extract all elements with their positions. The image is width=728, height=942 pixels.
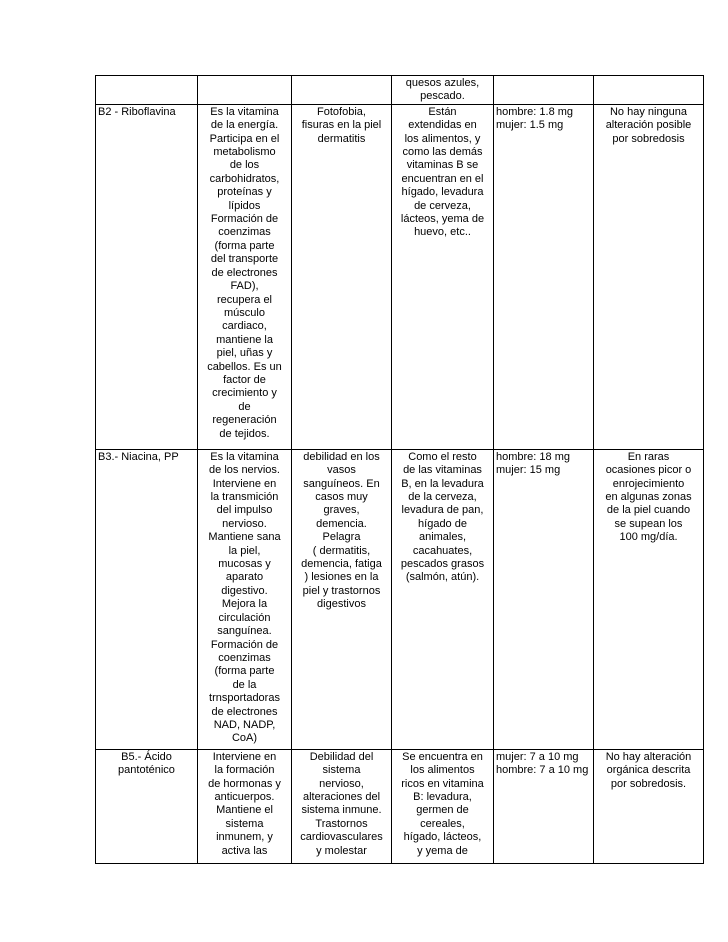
deficiency-cell [292,449,392,749]
cell-line: en algunas zonas [605,491,692,504]
cell-line: coenzimas [218,226,271,239]
cell-line: se supean los [614,517,683,530]
cell-line: hombre: 1.8 mg [496,105,574,118]
cell-line: alteraciones del [302,791,381,804]
cell-line: (forma parte [214,665,275,678]
cell-line: No hay alteración [605,750,692,763]
cell-line: trnsportadoras [209,692,280,705]
deficiency-cell [292,104,392,449]
cell-line: digestivo. [221,584,268,597]
cell-line: fisuras en la piel [301,119,382,132]
cell-line: y yema de [417,844,468,857]
cell-line: ( dermatitis, [312,544,371,557]
cell-line: y molestar [316,844,367,857]
excess-cell [594,76,704,105]
cell-line: de la cerveza, [408,491,477,504]
cell-line: cardiovasculares [300,831,383,844]
cell-line: casos muy [315,491,368,504]
cell-line: ) lesiones en la [304,571,379,584]
vitamin-name-cell [96,76,198,105]
cell-line: mujer: 15 mg [496,464,561,477]
cell-line: pescados grasos [400,558,485,571]
cell-line: alteración posible [605,119,692,132]
cell-line: de la [232,678,257,691]
cell-line: la formación [214,764,275,777]
cell-line: carbohidratos, [209,172,280,185]
cell-line: Formación de [210,638,279,651]
cell-line: digestivos [317,598,366,611]
deficiency-cell [292,749,392,863]
cell-line: sistema inmune. [301,804,382,817]
cell-line: por sobredosis. [610,777,687,790]
cell-line: hígado, levadura [401,186,484,199]
cell-line: lácteos, yema de [400,213,485,226]
cell-line: B, en la levadura [401,477,484,490]
table-row [96,76,704,105]
cell-line: extendidas en [408,119,477,132]
cell-line: hígado, lácteos, [403,831,482,844]
daily-dose-cell [494,449,594,749]
cell-line: dermatitis [317,132,366,145]
daily-dose-cell [494,104,594,449]
cell-line: mantiene la [216,333,273,346]
cell-line: vitaminas B se [406,159,479,172]
cell-line: animales, [418,531,467,544]
cell-line: ricos en vitamina [401,777,484,790]
cell-line: Mantiene el [216,804,273,817]
cell-line: vasos [327,464,356,477]
cell-line: circulación [218,611,271,624]
function-cell [198,76,292,105]
cell-line: Mejora la [221,598,268,611]
cell-line: de electrones [211,705,278,718]
cell-line: factor de [223,373,266,386]
cell-line: recupera el [216,293,273,306]
cell-line: como las demás [402,146,483,159]
cell-line: nervioso, [319,777,364,790]
cell-line: FAD), [230,280,259,293]
cell-line: En raras [627,450,670,463]
cell-line: orgánica descrita [606,764,691,777]
cell-line: mujer: 7 a 10 mg [496,750,579,763]
cell-line: sanguínea. [217,625,272,638]
cell-line: Están [428,105,457,118]
cell-line: hombre: 18 mg [496,450,570,463]
cell-line: de electrones [211,266,278,279]
cell-line: (forma parte [214,239,275,252]
function-cell [198,449,292,749]
cell-line: encuentran en el [401,172,484,185]
cell-line: crecimiento y [212,387,277,400]
vitamin-table [95,75,704,864]
cell-line: los alimentos, y [404,132,481,145]
cell-line: mucosas y [218,558,271,571]
cell-line: la transmición [210,491,279,504]
cell-line: quesos azules, [405,77,480,89]
cell-line: Es la vitamina [210,105,279,118]
cell-line: de los [229,159,260,172]
cell-line: de la energía. [210,119,279,132]
cell-line: pescado. [420,90,465,103]
function-cell [198,104,292,449]
cell-line: músculo [224,306,265,319]
cell-line: los alimentos [410,764,475,777]
cell-line: (salmón, atún). [405,571,480,584]
deficiency-cell [292,76,392,105]
cell-line: por sobredosis [612,132,685,145]
cell-line: sanguíneos. En [303,477,380,490]
cell-line: del impulso [216,504,273,517]
cell-line: mujer: 1.5 mg [496,119,564,132]
cell-line: de [238,400,251,413]
sources-cell [392,449,494,749]
vitamin-name-cell: B2 - Riboflavina [96,104,198,449]
cell-line: de hormonas y [208,777,281,790]
cell-line: Se encuentra en [402,750,483,763]
cell-line: Fotofobia, [317,105,366,118]
cell-line: nervioso. [222,517,267,530]
cell-line: demencia. [316,517,367,530]
cell-line: enrojecimiento [612,477,685,490]
cell-line: NAD, NADP, [213,718,276,731]
cell-line: Participa en el [209,132,280,145]
cell-line: coenzimas [218,651,271,664]
cell-line: cardiaco, [222,320,267,333]
cell-line: No hay ninguna [609,105,688,118]
cell-line: ocasiones picor o [605,464,692,477]
cell-line: Es la vitamina [210,450,279,463]
cell-line: hígado de [418,517,467,530]
cell-line: inmunem, y [216,831,273,844]
cell-line: de las vitaminas [403,464,482,477]
cell-line: graves, [323,504,360,517]
cell-line: lípidos [228,199,261,212]
excess-cell [594,104,704,449]
sources-cell [392,749,494,863]
cell-line: CoA) [231,732,258,745]
sources-cell [392,104,494,449]
cell-line: piel, uñas y [216,347,273,360]
excess-cell [594,449,704,749]
cell-line: Debilidad del [309,750,374,763]
table-row [96,104,704,449]
cell-line: debilidad en los [303,450,380,463]
cell-line: de los nervios. [209,464,280,477]
daily-dose-cell [494,76,594,105]
cell-line: activa las [221,844,268,857]
cell-line: Interviene en [212,750,277,763]
cell-line: Mantiene sana [208,531,281,544]
table-row [96,749,704,863]
cell-line: Interviene en [212,477,277,490]
cell-line: B: levadura, [413,791,472,804]
cell-line: 100 mg/día. [619,531,678,544]
cell-line: metabolismo [213,146,276,159]
cell-line: del transporte [210,253,279,266]
function-cell [198,749,292,863]
excess-cell [594,749,704,863]
cell-line: hombre: 7 a 10 mg [496,764,589,777]
cell-line: cabellos. Es un [207,360,282,373]
cell-line: cereales, [420,817,465,830]
cell-line: la piel, [228,544,261,557]
cell-line: levadura de pan, [401,504,484,517]
vitamin-name-cell: B3.- Niacina, PP [96,449,198,749]
vitamin-name-cell: B5.- Ácido pantoténico [96,749,198,863]
cell-line: anticuerpos. [214,791,275,804]
sources-cell [392,76,494,105]
cell-line: Como el resto [408,450,477,463]
cell-line: sistema [225,817,264,830]
cell-line: aparato [225,571,264,584]
cell-line: germen de [416,804,469,817]
daily-dose-cell [494,749,594,863]
cell-line: de tejidos. [219,427,270,440]
cell-line: proteínas y [217,186,272,199]
table-row [96,449,704,749]
cell-line: sistema [322,764,361,777]
cell-line: demencia, fatiga [301,558,382,571]
cell-line: Trastornos [315,817,368,830]
cell-line: huevo, etc.. [414,226,471,239]
cell-line: Pelagra [322,531,361,544]
cell-line: de la piel cuando [606,504,691,517]
cell-line: cacahuates, [412,544,473,557]
cell-line: piel y trastornos [302,584,381,597]
cell-line: Formación de [210,213,279,226]
cell-line: regeneración [212,414,277,427]
cell-line: de cerveza, [414,199,471,212]
